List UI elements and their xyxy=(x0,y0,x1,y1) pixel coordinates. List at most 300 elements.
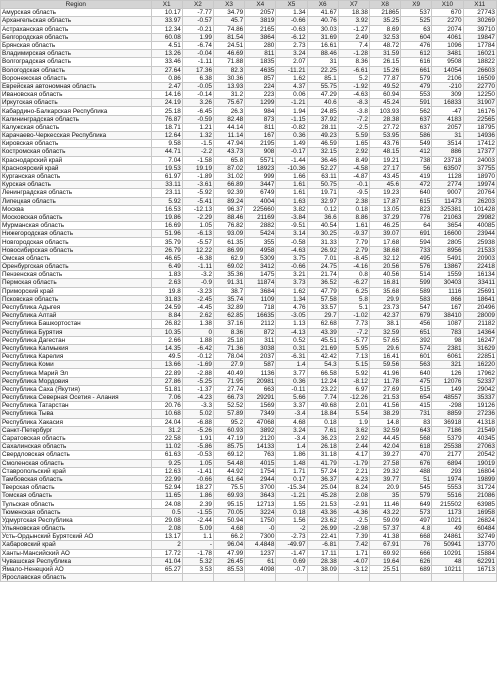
value-cell: 26.92 xyxy=(307,246,338,254)
value-cell: -0.53 xyxy=(182,451,213,459)
region-name-cell: Усть-Ордынский Бурятский АО xyxy=(1,533,152,541)
value-cell: 615 xyxy=(401,197,432,205)
value-cell: 3.21 xyxy=(276,271,307,279)
table-row xyxy=(1,58,497,66)
value-cell: 476 xyxy=(401,41,432,49)
value-cell: 41.96 xyxy=(369,369,400,377)
value-cell: -8.45 xyxy=(338,254,369,262)
table-row xyxy=(1,361,497,369)
value-cell: 15884 xyxy=(463,549,497,557)
value-cell: 29291 xyxy=(245,394,276,402)
value-cell: 31629 xyxy=(463,344,497,352)
value-cell: 27.17 xyxy=(369,164,400,172)
value-cell: 40.49 xyxy=(214,369,245,377)
value-cell: -1.11 xyxy=(182,58,213,66)
value-cell: 470 xyxy=(401,451,432,459)
region-name-cell: Саратовская область xyxy=(1,434,152,442)
value-cell: 8.36 xyxy=(338,58,369,66)
value-cell: 17.11 xyxy=(307,549,338,557)
value-cell: 28.38 xyxy=(369,115,400,123)
region-name-cell: Сахалинская область xyxy=(1,443,152,451)
value-cell: 2.47 xyxy=(151,82,182,90)
value-cell: 1237 xyxy=(245,549,276,557)
value-cell: 576 xyxy=(401,263,432,271)
table-row xyxy=(1,303,497,311)
value-cell: 24.51 xyxy=(214,41,245,49)
value-cell: 4.68 xyxy=(214,525,245,533)
value-cell: 5553 xyxy=(432,484,463,492)
value-cell: 1.62 xyxy=(276,287,307,295)
region-name-cell: Республика Башкортостан xyxy=(1,320,152,328)
value-cell: 18.84 xyxy=(307,410,338,418)
value-cell: 3.82 xyxy=(276,205,307,213)
value-cell: -1.69 xyxy=(182,361,213,369)
value-cell: 2120 xyxy=(245,434,276,442)
value-cell: 17.72 xyxy=(151,549,182,557)
value-cell: 9007 xyxy=(432,189,463,197)
value-cell: 1021 xyxy=(432,516,463,524)
value-cell: -2.29 xyxy=(182,213,213,221)
value-cell: 20.56 xyxy=(369,263,400,271)
value-cell: -1.79 xyxy=(338,459,369,467)
value-cell: 2.92 xyxy=(338,434,369,442)
value-cell: 12076 xyxy=(432,377,463,385)
value-cell: -1.47 xyxy=(276,549,307,557)
column-header-x1: X1 xyxy=(151,1,182,9)
table-row xyxy=(1,230,497,238)
value-cell: 11473 xyxy=(432,197,463,205)
value-cell: 69.02 xyxy=(214,263,245,271)
value-cell: 32.12 xyxy=(369,254,400,262)
region-name-cell: Калужская область xyxy=(1,123,152,131)
value-cell: 691 xyxy=(401,230,432,238)
value-cell: 63.11 xyxy=(307,172,338,180)
value-cell: 35.74 xyxy=(214,295,245,303)
value-cell: 738 xyxy=(401,156,432,164)
value-cell: 225660 xyxy=(245,205,276,213)
table-row xyxy=(1,541,497,549)
value-cell: 488 xyxy=(401,467,432,475)
value-cell: -0.82 xyxy=(276,123,307,131)
value-cell: 3.14 xyxy=(276,230,307,238)
value-cell: 41.56 xyxy=(369,402,400,410)
region-name-cell: Тюменская область xyxy=(1,508,152,516)
value-cell: 60.08 xyxy=(151,33,182,41)
value-cell: 31 xyxy=(307,58,338,66)
value-cell: 23944 xyxy=(463,230,497,238)
value-cell: 26824 xyxy=(463,516,497,524)
value-cell: 21.53 xyxy=(307,500,338,508)
value-cell: 50941 xyxy=(432,541,463,549)
value-cell: 309 xyxy=(432,91,463,99)
region-name-cell: Республика Мордовия xyxy=(1,377,152,385)
value-cell: 3.92 xyxy=(338,17,369,25)
value-cell: 1.34 xyxy=(276,295,307,303)
value-cell: 679 xyxy=(401,312,432,320)
value-cell: 5.02 xyxy=(182,410,213,418)
value-cell: 43.76 xyxy=(369,140,400,148)
value-cell: 16.69 xyxy=(151,222,182,230)
value-cell: 20981 xyxy=(245,377,276,385)
value-cell: 8.84 xyxy=(151,312,182,320)
value-cell: 16804 xyxy=(463,467,497,475)
value-cell: 11.46 xyxy=(369,500,400,508)
value-cell: 39.27 xyxy=(369,451,400,459)
value-cell: -2.2 xyxy=(182,148,213,156)
value-cell: 215502 xyxy=(432,500,463,508)
value-cell: 19.21 xyxy=(369,156,400,164)
value-cell: 82.3 xyxy=(214,66,245,74)
value-cell: 1569 xyxy=(245,402,276,410)
value-cell: 475 xyxy=(401,377,432,385)
value-cell: 5.32 xyxy=(182,557,213,565)
value-cell: 89.24 xyxy=(214,197,245,205)
value-cell: 0.18 xyxy=(338,205,369,213)
value-cell: 55.75 xyxy=(307,82,338,90)
value-cell: -1.5 xyxy=(182,140,213,148)
value-cell: 321 xyxy=(432,361,463,369)
value-cell: 415 xyxy=(401,402,432,410)
value-cell: 1087 xyxy=(432,320,463,328)
value-cell: 76 xyxy=(401,541,432,549)
value-cell: 1173 xyxy=(432,508,463,516)
value-cell: 66.58 xyxy=(307,369,338,377)
table-row xyxy=(1,418,497,426)
region-name-cell: Ульяновская область xyxy=(1,525,152,533)
value-cell: 27.74 xyxy=(214,385,245,393)
region-name-cell: Ленинградская область xyxy=(1,189,152,197)
value-cell: 45.24 xyxy=(369,99,400,107)
value-cell: 57.37 xyxy=(369,525,400,533)
value-cell: 3700 xyxy=(245,484,276,492)
value-cell: 47068 xyxy=(245,418,276,426)
value-cell: 38.1 xyxy=(369,320,400,328)
value-cell: 103.93 xyxy=(369,107,400,115)
value-cell: 17.68 xyxy=(369,238,400,246)
region-name-cell: Мурманская область xyxy=(1,222,152,230)
table-row xyxy=(1,426,497,434)
value-cell: -1.02 xyxy=(338,312,369,320)
value-cell: 66.89 xyxy=(214,181,245,189)
value-cell: -0.9 xyxy=(182,279,213,287)
value-cell: 71.36 xyxy=(214,344,245,352)
value-cell: -0.12 xyxy=(182,353,213,361)
value-cell: 49.23 xyxy=(307,132,338,140)
value-cell: -1.89 xyxy=(182,172,213,180)
table-row xyxy=(1,140,497,148)
region-name-cell: Ярославская область xyxy=(1,574,152,582)
value-cell: 31724 xyxy=(463,484,497,492)
value-cell: 30269 xyxy=(463,17,497,25)
value-cell: 224 xyxy=(245,82,276,90)
value-cell: 33.57 xyxy=(307,303,338,311)
value-cell: 2.38 xyxy=(338,197,369,205)
value-cell: 3.53 xyxy=(182,565,213,573)
value-cell: 589 xyxy=(401,287,432,295)
value-cell: 311 xyxy=(245,336,276,344)
value-cell: 22.89 xyxy=(151,369,182,377)
value-cell: 12.63 xyxy=(151,467,182,475)
value-cell: 637 xyxy=(401,123,432,131)
value-cell: 1.91 xyxy=(182,434,213,442)
value-cell: 5.1 xyxy=(338,303,369,311)
value-cell: -3.23 xyxy=(182,287,213,295)
value-cell: 33411 xyxy=(463,279,497,287)
region-name-cell: Республика Марий Эл xyxy=(1,369,152,377)
value-cell: 16.61 xyxy=(307,41,338,49)
value-cell: 76.82 xyxy=(214,222,245,230)
value-cell: 32.97 xyxy=(307,197,338,205)
value-cell: 11874 xyxy=(245,279,276,287)
value-cell: 38.68 xyxy=(369,246,400,254)
table-row xyxy=(1,91,497,99)
value-cell: 36.23 xyxy=(307,434,338,442)
value-cell: 75.67 xyxy=(214,99,245,107)
value-cell: -1.58 xyxy=(182,156,213,164)
value-cell: 562 xyxy=(401,107,432,115)
value-cell: 7.01 xyxy=(307,254,338,262)
table-row xyxy=(1,17,497,25)
table-row xyxy=(1,385,497,393)
value-cell: -7.77 xyxy=(182,9,213,17)
table-row xyxy=(1,492,497,500)
header-row xyxy=(1,1,497,9)
column-header-x5: X5 xyxy=(276,1,307,9)
value-cell: 63 xyxy=(401,25,432,33)
value-cell: 19.23 xyxy=(369,189,400,197)
value-cell: -1.55 xyxy=(182,508,213,516)
table-row xyxy=(1,197,497,205)
value-cell: 2195 xyxy=(245,140,276,148)
value-cell: -5.92 xyxy=(182,189,213,197)
value-cell: 75.5 xyxy=(214,484,245,492)
value-cell: 2 xyxy=(151,541,182,549)
value-cell: 4635 xyxy=(245,66,276,74)
value-cell: 857 xyxy=(245,74,276,82)
value-cell: -3.8 xyxy=(338,107,369,115)
value-cell: 1.9 xyxy=(338,418,369,426)
value-cell: 22851 xyxy=(463,353,497,361)
value-cell: -0.66 xyxy=(182,475,213,483)
value-cell: 31 xyxy=(432,132,463,140)
value-cell: 66.73 xyxy=(214,394,245,402)
value-cell: 44.45 xyxy=(369,434,400,442)
value-cell: 71.95 xyxy=(214,377,245,385)
table-row xyxy=(1,66,497,74)
value-cell: 31907 xyxy=(463,99,497,107)
region-name-cell: Ивановская область xyxy=(1,91,152,99)
value-cell: 32.15 xyxy=(307,148,338,156)
table-row xyxy=(1,74,497,82)
value-cell xyxy=(245,574,276,582)
value-cell: 668 xyxy=(401,533,432,541)
value-cell: 53.95 xyxy=(369,132,400,140)
value-cell: 35.79 xyxy=(151,238,182,246)
value-cell: 7.61 xyxy=(307,426,338,434)
value-cell: 223 xyxy=(245,91,276,99)
value-cell: 637 xyxy=(401,115,432,123)
region-name-cell: Кабардино-Балкарская Республика xyxy=(1,107,152,115)
value-cell: 37.16 xyxy=(214,320,245,328)
value-cell: 42.37 xyxy=(369,312,400,320)
value-cell: 1.4 xyxy=(276,361,307,369)
value-cell: 69.93 xyxy=(214,492,245,500)
value-cell: 21.53 xyxy=(369,394,400,402)
region-name-cell: Тверская область xyxy=(1,484,152,492)
value-cell: 36.52 xyxy=(307,279,338,287)
value-cell: 18822 xyxy=(463,58,497,66)
value-cell: -2.88 xyxy=(182,369,213,377)
value-cell: 10.35 xyxy=(151,328,182,336)
table-row xyxy=(1,320,497,328)
value-cell: 7.04 xyxy=(151,156,182,164)
value-cell: 45.51 xyxy=(307,336,338,344)
value-cell: 40085 xyxy=(463,222,497,230)
region-name-cell: Карачаево-Черкесская Республика xyxy=(1,132,152,140)
value-cell: 22.99 xyxy=(151,475,182,483)
value-cell: 2057 xyxy=(245,9,276,17)
value-cell: 2037 xyxy=(245,353,276,361)
table-row xyxy=(1,254,497,262)
value-cell: 24.04 xyxy=(151,418,182,426)
value-cell: 3.75 xyxy=(276,254,307,262)
value-cell: 76.87 xyxy=(151,115,182,123)
value-cell: 13.66 xyxy=(151,361,182,369)
table-row xyxy=(1,377,497,385)
value-cell: 515 xyxy=(401,385,432,393)
value-cell: 38.29 xyxy=(369,410,400,418)
value-cell: 563 xyxy=(401,361,432,369)
region-name-cell: Москва xyxy=(1,205,152,213)
value-cell: 40345 xyxy=(463,434,497,442)
table-row xyxy=(1,434,497,442)
value-cell: 3643 xyxy=(245,492,276,500)
value-cell: 8859 xyxy=(432,410,463,418)
value-cell: 32749 xyxy=(463,533,497,541)
value-cell: -6.88 xyxy=(182,418,213,426)
value-cell: 29.08 xyxy=(151,516,182,524)
value-cell: 5491 xyxy=(432,254,463,262)
value-cell: -5.57 xyxy=(182,238,213,246)
value-cell: 51.81 xyxy=(151,385,182,393)
value-cell: -4.87 xyxy=(338,172,369,180)
value-cell: 689 xyxy=(401,565,432,573)
value-cell: -0.04 xyxy=(182,50,213,58)
value-cell: 40.76 xyxy=(307,17,338,25)
region-name-cell: Красноярский край xyxy=(1,164,152,172)
value-cell: -0.58 xyxy=(276,238,307,246)
value-cell: 19847 xyxy=(463,33,497,41)
value-cell: 26.3 xyxy=(214,107,245,115)
value-cell: 14364 xyxy=(463,328,497,336)
value-cell: 4.4848 xyxy=(245,541,276,549)
value-cell: 2074 xyxy=(432,25,463,33)
value-cell: -0.66 xyxy=(276,263,307,271)
value-cell: 10211 xyxy=(432,565,463,573)
value-cell: 17.36 xyxy=(182,66,213,74)
value-cell: 24.19 xyxy=(151,99,182,107)
region-name-cell: Санкт-Петербург xyxy=(1,426,152,434)
value-cell: 35.36 xyxy=(214,271,245,279)
region-name-cell: Пензенская область xyxy=(1,271,152,279)
value-cell: -49.97 xyxy=(276,541,307,549)
value-cell: 670 xyxy=(432,9,463,17)
value-cell: 1.61 xyxy=(276,189,307,197)
value-cell: 2270 xyxy=(432,17,463,25)
value-cell: 16247 xyxy=(463,336,497,344)
value-cell: 1.49 xyxy=(276,140,307,148)
value-cell: 7.13 xyxy=(338,353,369,361)
value-cell: 6894 xyxy=(432,459,463,467)
column-header-x8: X8 xyxy=(369,1,400,9)
value-cell: 3.73 xyxy=(276,279,307,287)
value-cell: 280 xyxy=(245,41,276,49)
value-cell: 866 xyxy=(432,295,463,303)
value-cell: 568 xyxy=(401,434,432,442)
value-cell: 21086 xyxy=(463,492,497,500)
value-cell: -6.27 xyxy=(338,279,369,287)
value-cell: 587 xyxy=(245,361,276,369)
value-cell: 573 xyxy=(401,508,432,516)
value-cell: 29982 xyxy=(463,213,497,221)
value-cell: -3.12 xyxy=(338,565,369,573)
value-cell: -11.21 xyxy=(276,66,307,74)
value-cell: 5.8 xyxy=(338,295,369,303)
value-cell: 13.26 xyxy=(151,50,182,58)
value-cell: -6.45 xyxy=(182,107,213,115)
value-cell: 23.62 xyxy=(307,516,338,524)
value-cell: 26.99 xyxy=(307,525,338,533)
value-cell: -3.05 xyxy=(276,312,307,320)
value-cell: -6.42 xyxy=(182,344,213,352)
value-cell: -298 xyxy=(432,402,463,410)
value-cell: 19.64 xyxy=(369,557,400,565)
value-cell: 472 xyxy=(401,181,432,189)
value-cell: 1.65 xyxy=(338,140,369,148)
value-cell: -9.5 xyxy=(338,189,369,197)
value-cell: 31.59 xyxy=(369,50,400,58)
value-cell: 547 xyxy=(401,303,432,311)
value-cell: 61.63 xyxy=(151,451,182,459)
value-cell: 83 xyxy=(401,418,432,426)
value-cell: -2.5 xyxy=(338,516,369,524)
value-cell: 1974 xyxy=(432,475,463,483)
value-cell: 61.35 xyxy=(214,238,245,246)
region-name-cell: Чувашская Республика xyxy=(1,557,152,565)
value-cell: 823 xyxy=(401,205,432,213)
value-cell: -1.92 xyxy=(338,82,369,90)
value-cell: 1.48 xyxy=(276,459,307,467)
table-row xyxy=(1,99,497,107)
table-row xyxy=(1,451,497,459)
value-cell: 65.27 xyxy=(151,565,182,573)
value-cell: 601 xyxy=(401,353,432,361)
value-cell: 5571 xyxy=(245,156,276,164)
value-cell: 149 xyxy=(432,385,463,393)
value-cell: 69.12 xyxy=(214,451,245,459)
value-cell: 28.11 xyxy=(307,123,338,131)
value-cell: 5379 xyxy=(432,434,463,442)
value-cell: 3892 xyxy=(245,426,276,434)
value-cell: 20.9 xyxy=(369,484,400,492)
value-cell: 3684 xyxy=(245,287,276,295)
value-cell: 25938 xyxy=(463,238,497,246)
value-cell: 16.41 xyxy=(369,353,400,361)
region-name-cell: Республика Татарстан xyxy=(1,402,152,410)
value-cell: 33.46 xyxy=(151,58,182,66)
value-cell: 65.8 xyxy=(214,156,245,164)
value-cell: 1475 xyxy=(245,271,276,279)
